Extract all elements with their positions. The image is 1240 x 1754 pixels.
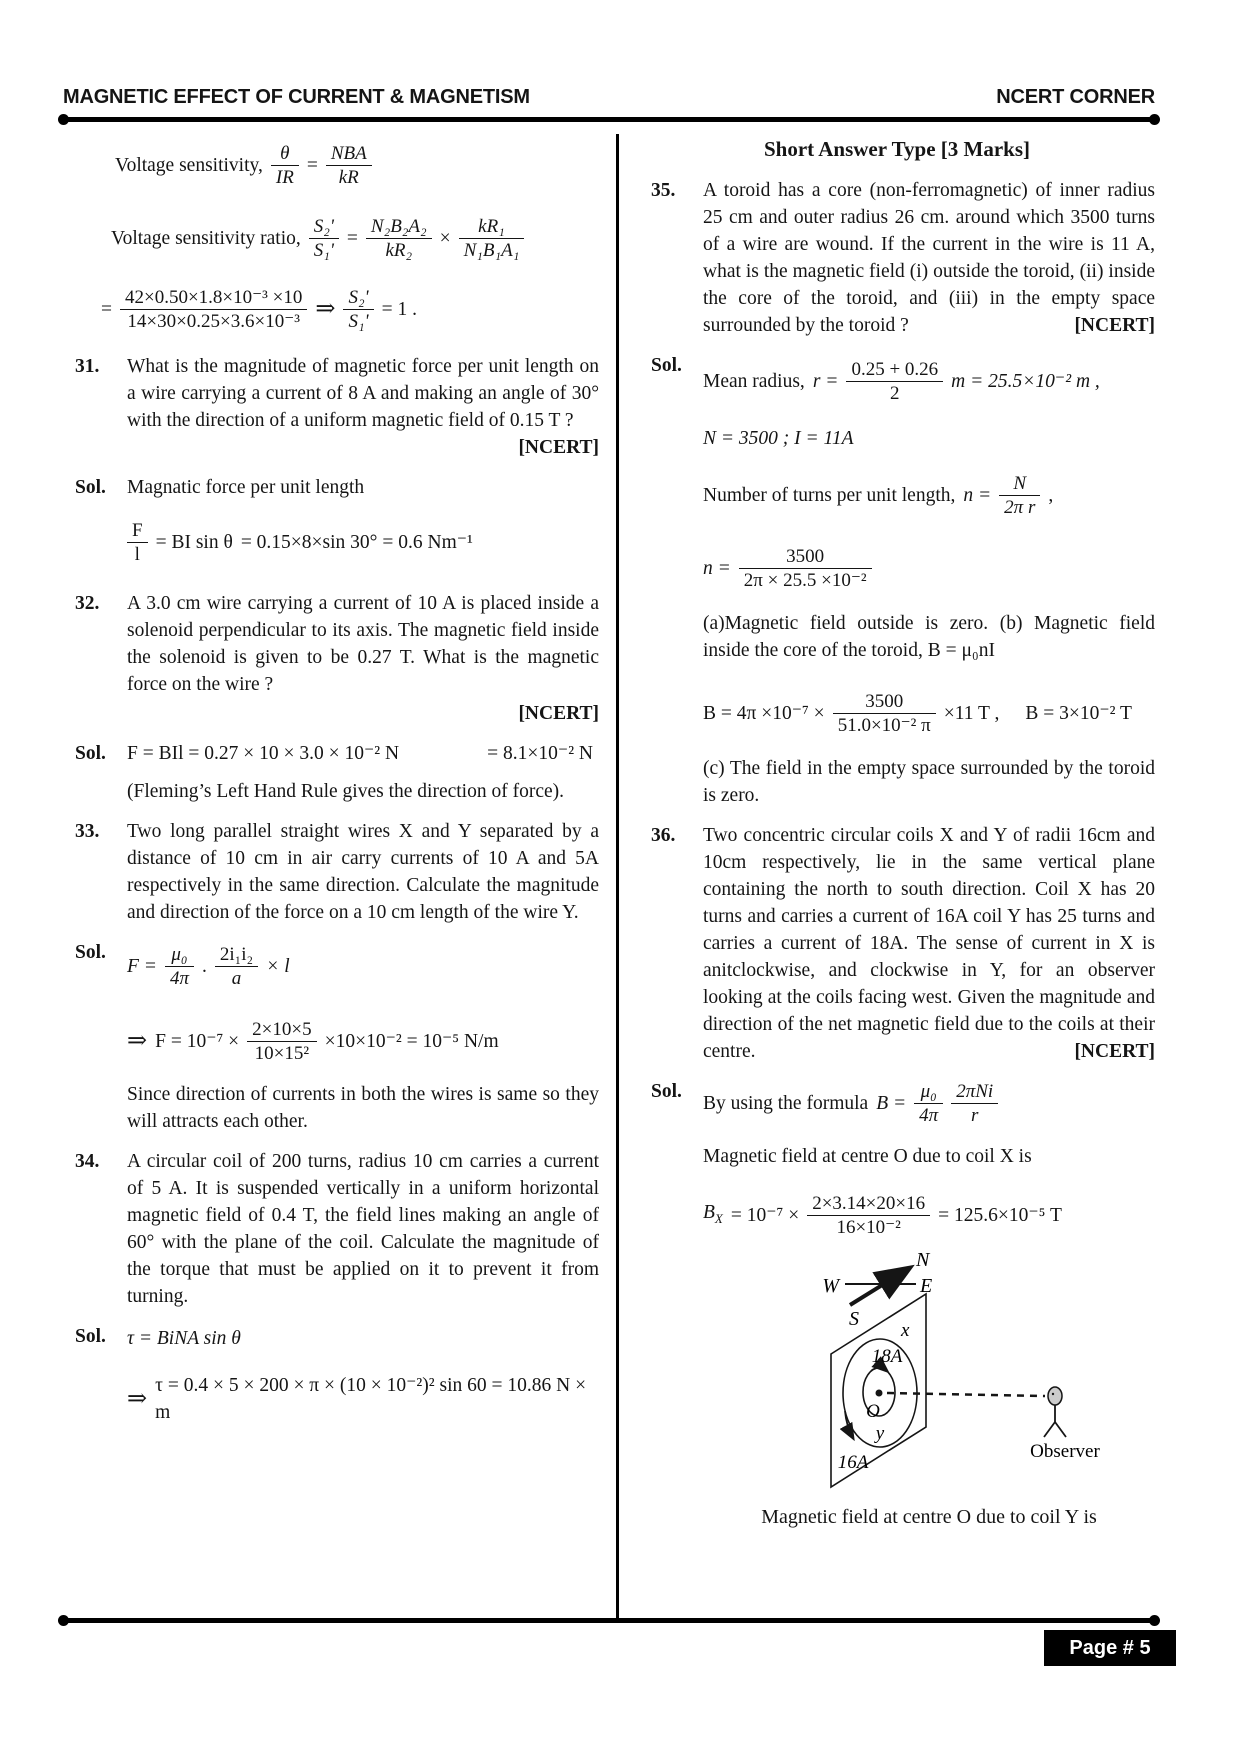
ncert-tag: [NCERT] [518,703,599,724]
fraction-denominator: kR [326,165,372,189]
fraction-numerator: 3500 [786,546,825,567]
force-formula [127,740,599,767]
solution-body [127,740,599,805]
fraction-numerator: 2πNi [956,1081,994,1102]
solution-35 [639,352,1155,809]
coil-diagram [703,1250,1155,1500]
question-text [703,822,1155,1065]
question-body: Two long parallel straight wires X and Y separated by a distance of 10 cm in air carry currents of 10 A and 5A respectively in the same direction. Calculate the magnitude and direction of the force on a 10 cm length of the wire Y. [127,821,599,923]
question-33 [63,818,599,926]
coil-field-formula [703,1080,1155,1127]
question-body: A circular coil of 200 turns, radius 10 cm carries a current of 5 A. It is suspended vertically in a uniform horizontal magnetic field of 0.4 T, the field lines making an angle of 60° with the plane of the coil. Calculate the magnitude of the torque that must be applied on it to prevent it from turning. [127,1151,599,1307]
question-body: A 3.0 cm wire carrying a current of 10 A is placed inside a solenoid perpendicular to its axis. The magnetic field inside the solenoid is given to be 0.27 T. What is the magnetic force on the wire ? [127,593,599,695]
compass-north-arrow [850,1269,908,1305]
solution-34 [63,1323,599,1437]
dot-operator: . [201,956,207,977]
answer-c: (c) The field in the empty space surrounded by the toroid is zero. [703,758,1155,806]
implies-arrow: ⇒ [127,1385,148,1412]
fraction-numerator: θ [280,143,290,164]
solution-body [127,939,599,1135]
question-text [703,177,1155,339]
formula-tail: ×11 T , [943,703,1000,724]
outer-current-label: 16A [837,1452,869,1473]
question-31 [63,353,599,461]
sight-line [887,1393,1045,1396]
fraction [343,286,373,333]
formula-label: By using the formula [703,1093,869,1114]
observer-leg-right [1055,1422,1066,1437]
fraction [999,472,1040,519]
fraction [215,943,258,990]
answer-a-b: (a)Magnetic field outside is zero. (b) Magnetic field inside the core of the toroid, B = μ₀nI [703,613,1155,661]
fraction-numerator: N [1013,473,1027,494]
solution-body [127,474,599,577]
field-inside-evaluation [703,690,1155,737]
solution-32 [63,740,599,805]
fraction-denominator: 4π [165,966,194,990]
fraction-numerator: 2×10×5 [252,1019,312,1040]
formula-mid: = BI sin θ [155,532,233,553]
section-heading: Short Answer Type [3 Marks] [763,137,1030,161]
solution-body [703,352,1155,809]
fraction-denominator: l [127,542,148,566]
bx-caption: Magnetic field at centre O due to coil X is [703,1146,1032,1167]
formula-symbol: B = [876,1093,907,1114]
fraction-numerator: F [132,520,143,541]
fraction-numerator: μ₀ [920,1081,937,1102]
observer-eye [1052,1393,1054,1395]
fraction-numerator: S₂' [348,287,369,308]
formula-label: Voltage sensitivity, [115,155,263,176]
formula-lead: = 10⁻⁷ × [730,1205,800,1226]
question-text [127,590,599,727]
column-divider [616,134,619,1618]
fraction-numerator: S₂' [313,216,334,237]
fraction-numerator: μ₀ [171,944,188,965]
two-column-body [63,134,1155,1618]
fraction [165,943,194,990]
formula-lead: B = 4π ×10⁻⁷ × [703,703,825,724]
inner-coil-arrow [871,1368,887,1371]
fraction [459,215,525,262]
parallel-wires-evaluation [127,1018,599,1065]
voltage-sensitivity-formula [115,142,599,189]
fraction [271,142,299,189]
left-column [63,134,599,1618]
fraction-denominator: 14×30×0.25×3.6×10⁻³ [120,309,307,333]
solution-body [127,1323,599,1437]
ncert-tag: [NCERT] [1074,315,1155,336]
fraction-denominator: 2π r [999,495,1040,519]
fraction-numerator: 0.25 + 0.26 [851,359,939,380]
page-badge: Page # 5 [1044,1630,1176,1666]
formula-tail: , [1048,485,1054,506]
page-header [63,86,1155,122]
equals-sign: = [101,299,112,320]
times-sign: × [439,228,451,249]
observer-leg-left [1044,1422,1055,1437]
fraction-denominator: 2 [846,381,943,405]
formula-result: B = 3×10⁻² T [1025,703,1132,724]
torque-formula [127,1325,599,1352]
sol-label: Sol. [75,477,106,498]
question-36 [639,822,1155,1065]
fraction [120,286,307,333]
question-number: 32. [75,593,100,614]
formula-right: = 8.1×10⁻² N [487,743,593,764]
coil-x-label: x [901,1320,910,1341]
bx-subscript: X [714,1210,723,1226]
formula-symbol: n = [703,558,731,579]
centre-o-label: O [866,1401,880,1422]
fraction-numerator: 42×0.50×1.8×10⁻³ ×10 [125,287,303,308]
formula-label: Voltage sensitivity ratio, [111,228,301,249]
question-number: 35. [651,180,676,201]
by-caption: Magnetic field at centre O due to coil Y is [761,1506,1097,1528]
sol-label: Sol. [75,743,106,764]
question-number: 31. [75,356,100,377]
fraction [127,519,148,566]
compass-east-label: E [920,1275,933,1297]
compass-west-label: W [822,1275,839,1297]
ratio-evaluation-formula [101,286,599,333]
formula-label: Mean radius, [703,371,805,392]
fraction [846,358,943,405]
question-body: What is the magnitude of magnetic force per unit length on a wire carrying a current of 8 A and making an angle of 30° with the direction of a uniform magnetic field of 0.15 T ? [127,356,599,431]
solution-36 [639,1078,1155,1531]
torque-evaluation [127,1372,599,1426]
observer-label: Observer [1030,1441,1100,1462]
compass-south-label: S [849,1308,859,1330]
equals-sign: = [306,155,318,176]
question-number: 36. [651,825,676,846]
fraction [833,690,936,737]
fraction-numerator: 2i₁i₂ [219,944,254,965]
formula-tail: × l [266,956,290,977]
fraction [914,1080,943,1127]
fraction [807,1192,930,1239]
fraction-denominator: S₁' [343,309,373,333]
sol-label: Sol. [651,1081,682,1102]
fraction [247,1018,316,1065]
turns-per-length-formula [703,472,1155,519]
bx-evaluation [703,1192,1155,1239]
fraction [739,545,872,592]
formula-result: = 0.15×8×sin 30° = 0.6 Nm⁻¹ [240,532,473,553]
formula-lead: F = [127,956,157,977]
question-32 [63,590,599,727]
formula-body: N = 3500 ; I = 11A [703,428,854,449]
solution-body [703,1078,1155,1531]
fraction-denominator: 4π [914,1103,943,1127]
fraction-denominator: N₁B₁A₁ [459,238,525,262]
fraction-numerator: 2×3.14×20×16 [812,1193,926,1214]
fraction-denominator: IR [271,165,299,189]
footer-rule-wrap [63,1618,1155,1623]
question-number: 34. [75,1151,100,1172]
implies-arrow: ⇒ [315,296,336,322]
sol-label: Sol. [75,942,106,963]
question-text [127,353,599,461]
fraction-numerator: NBA [330,143,367,164]
formula-result: ×10×10⁻² = 10⁻⁵ N/m [324,1031,499,1052]
centre-dot [876,1390,883,1397]
fraction-numerator: N₂B₂A₂ [370,216,427,237]
formula-lead: F = 10⁻⁷ × [155,1031,240,1052]
fraction-denominator: a [215,966,258,990]
compass-north-label: N [916,1250,930,1271]
inner-current-label: 18A [871,1346,903,1367]
sol-label: Sol. [651,355,682,376]
fraction [951,1080,998,1127]
fraction-denominator: 10×15² [247,1041,316,1065]
fraction-denominator: 16×10⁻² [807,1215,930,1239]
header-rule [63,117,1155,122]
voltage-sensitivity-ratio-formula [111,215,599,262]
question-35 [639,177,1155,339]
given-values [703,425,1155,452]
solution-text: Magnatic force per unit length [127,477,365,498]
solution-note: (Fleming’s Left Hand Rule gives the direction of force). [127,781,564,802]
formula-symbol: n = [963,485,992,506]
implies-arrow: ⇒ [127,1028,148,1054]
fraction-denominator: 51.0×10⁻² π [833,713,936,737]
header-right-title: NCERT CORNER [996,86,1155,108]
fraction-denominator: S₁' [309,238,339,262]
force-per-length-formula [127,519,599,566]
formula-left: F = BIl = 0.27 × 10 × 3.0 × 10⁻² N [127,743,400,764]
solution-33 [63,939,599,1135]
right-column [639,134,1155,1618]
observer-head [1048,1387,1062,1405]
formula-body: τ = BiNA sin θ [127,1328,241,1349]
ncert-tag: [NCERT] [1074,1041,1155,1062]
question-34 [63,1148,599,1310]
solution-31 [63,474,599,577]
fraction [366,215,432,262]
fraction-numerator: 3500 [865,691,904,712]
question-number: 33. [75,821,100,842]
equals-sign: = [346,228,358,249]
fraction-denominator: kR₂ [366,238,432,262]
mean-radius-formula [703,358,1155,405]
turns-per-length-evaluation [703,545,1155,592]
bx-symbol: $B_X$ [703,1202,723,1226]
footer-rule [63,1618,1155,1623]
fraction [309,215,339,262]
question-body: Two concentric circular coils X and Y of radii 16cm and 10cm respectively, lie in the same vertical plane containing the north to south direction. Coil X has 20 turns and carries a current of 16A coil Y has 25 turns and carries a current of 18A. The sense of current in X is anitclockwise, and clockwise in Y, for an observer looking at the coils facing west. Given the magnitude and direction of the net magnetic field due to the coils at their centre. [703,825,1155,1062]
fraction-denominator: r [951,1103,998,1127]
formula-symbol: r = [812,371,839,392]
sol-label: Sol. [75,1326,106,1347]
formula-tail: m = 25.5×10⁻² m , [951,371,1100,392]
fraction [326,142,372,189]
question-body: A toroid has a core (non-ferromagnetic) of inner radius 25 cm and outer radius 26 cm. around which 3500 turns of a wire are wound. If the current in the wire is 11 A, what is the magnetic field (i) outside the toroid, (ii) inside the core of the toroid, and (iii) in the empty space surrounded by the toroid ? [703,180,1155,336]
fraction-denominator: 2π × 25.5 ×10⁻² [739,568,872,592]
solution-note: Since direction of currents in both the wires is same so they will attracts each other. [127,1084,599,1132]
header-left-title: MAGNETIC EFFECT OF CURRENT & MAGNETISM [63,86,530,108]
formula-label: Number of turns per unit length, [703,485,956,506]
formula-result: = 125.6×10⁻⁵ T [938,1205,1062,1226]
fraction-numerator: kR₁ [478,216,505,237]
formula-result: τ = 0.4 × 5 × 200 × π × (10 × 10⁻²)² sin 60 = 10.86 N × m [155,1375,587,1423]
parallel-wires-formula [127,943,599,990]
ncert-tag: [NCERT] [518,437,599,458]
formula-result: = 1 . [381,299,417,320]
coil-y-label: y [875,1423,885,1444]
